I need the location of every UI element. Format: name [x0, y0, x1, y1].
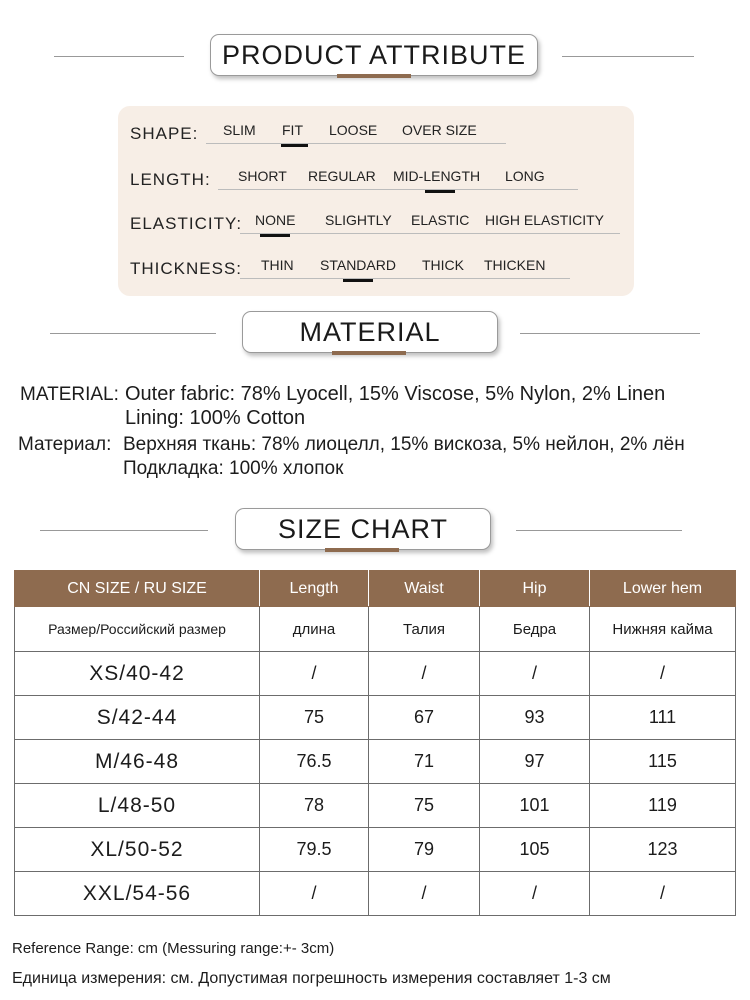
attribute-label: THICKNESS: [130, 259, 243, 278]
attribute-label: SHAPE: [130, 124, 199, 143]
attribute-row-elasticity [130, 204, 630, 240]
ru-header-lower-hem: Нижняя кайма [590, 607, 736, 652]
table-ru-header-row [15, 607, 736, 652]
attribute-underline [206, 143, 506, 144]
divider-left [54, 56, 184, 57]
attribute-underline [240, 278, 570, 279]
attribute-row-shape [130, 114, 630, 150]
header-waist: Waist [369, 571, 480, 607]
attribute-row-length [130, 160, 630, 196]
hip-cell: 97 [480, 740, 590, 784]
ru-header-length: длина [260, 607, 369, 652]
waist-cell: / [369, 872, 480, 916]
section-title: MATERIAL [242, 311, 498, 353]
attribute-option-selected: STANDARD [320, 257, 396, 273]
table-row [15, 696, 736, 740]
ru-header-waist: Талия [369, 607, 480, 652]
material-label-en: MATERIAL: [20, 384, 119, 405]
attribute-option-selected: FIT [282, 122, 303, 138]
attribute-row-thickness [130, 249, 630, 285]
attribute-option: LOOSE [329, 122, 378, 138]
length-cell: / [260, 872, 369, 916]
product-attribute-heading [0, 34, 750, 80]
length-cell: 76.5 [260, 740, 369, 784]
attribute-label: ELASTICITY: [130, 214, 243, 233]
attribute-option: SHORT [238, 168, 287, 184]
size-cell: S/42-44 [15, 696, 260, 740]
selected-marker [260, 234, 290, 237]
attribute-option: THICK [422, 257, 464, 273]
header-length: Length [260, 571, 369, 607]
size-chart-table [14, 570, 736, 916]
size-cell: XS/40-42 [15, 652, 260, 696]
size-cell: L/48-50 [15, 784, 260, 828]
attribute-option: HIGH ELASTICITY [485, 212, 605, 228]
attribute-option: ELASTIC [411, 212, 470, 228]
title-accent [332, 351, 406, 355]
title-accent [325, 548, 399, 552]
material-lining-en: Lining: 100% Cotton [125, 407, 306, 429]
table-row [15, 740, 736, 784]
divider-right [562, 56, 694, 57]
selected-marker [281, 144, 308, 147]
waist-cell: 67 [369, 696, 480, 740]
material-outer-ru: Верхняя ткань: 78% лиоцелл, 15% вискоза, 5% нейлон, 2% лён [123, 434, 685, 455]
attribute-option: SLIGHTLY [325, 212, 392, 228]
lower-hem-cell: / [590, 652, 736, 696]
attribute-panel [118, 106, 634, 296]
attribute-option: THIN [261, 257, 294, 273]
lower-hem-cell: 115 [590, 740, 736, 784]
section-title: PRODUCT ATTRIBUTE [210, 34, 538, 76]
attribute-option: SLIM [223, 122, 256, 138]
header-hip: Hip [480, 571, 590, 607]
attribute-label: LENGTH: [130, 170, 211, 189]
size-cell: M/46-48 [15, 740, 260, 784]
hip-cell: / [480, 652, 590, 696]
selected-marker [343, 279, 373, 282]
attribute-underline [240, 233, 620, 234]
ru-header-hip: Бедра [480, 607, 590, 652]
divider-right [520, 333, 700, 334]
selected-marker [425, 190, 455, 193]
table-row [15, 652, 736, 696]
attribute-option: THICKEN [484, 257, 546, 273]
hip-cell: / [480, 872, 590, 916]
material-label-ru: Материал: [18, 434, 112, 455]
hip-cell: 105 [480, 828, 590, 872]
waist-cell: 71 [369, 740, 480, 784]
material-heading [0, 311, 750, 357]
waist-cell: 79 [369, 828, 480, 872]
attribute-option-selected: MID-LENGTH [393, 168, 481, 184]
header-lower-hem: Lower hem [590, 571, 736, 607]
size-cell: XXL/54-56 [15, 872, 260, 916]
attribute-option-selected: NONE [255, 212, 296, 228]
table-row [15, 828, 736, 872]
material-lining-ru: Подкладка: 100% хлопок [123, 458, 344, 479]
size-cell: XL/50-52 [15, 828, 260, 872]
lower-hem-cell: 123 [590, 828, 736, 872]
length-cell: 79.5 [260, 828, 369, 872]
title-accent [337, 74, 411, 78]
hip-cell: 101 [480, 784, 590, 828]
divider-left [50, 333, 216, 334]
lower-hem-cell: / [590, 872, 736, 916]
waist-cell: / [369, 652, 480, 696]
section-title: SIZE CHART [235, 508, 491, 550]
reference-note-ru: Единица измерения: см. Допустимая погрешность измерения составляет 1-3 см [12, 970, 611, 987]
attribute-option: OVER SIZE [402, 122, 477, 138]
table-row [15, 872, 736, 916]
attribute-option: REGULAR [308, 168, 376, 184]
length-cell: 78 [260, 784, 369, 828]
waist-cell: 75 [369, 784, 480, 828]
attribute-option: LONG [505, 168, 545, 184]
lower-hem-cell: 111 [590, 696, 736, 740]
header-size: CN SIZE / RU SIZE [15, 571, 260, 607]
table-header-row [15, 571, 736, 607]
table-row [15, 784, 736, 828]
divider-left [40, 530, 208, 531]
ru-header-size: Размер/Российский размер [15, 607, 260, 652]
lower-hem-cell: 119 [590, 784, 736, 828]
length-cell: / [260, 652, 369, 696]
material-outer-en: Outer fabric: 78% Lyocell, 15% Viscose, 5% Nylon, 2% Linen [125, 383, 666, 405]
length-cell: 75 [260, 696, 369, 740]
reference-note-en: Reference Range: cm (Messuring range:+- 3cm) [12, 940, 335, 957]
divider-right [516, 530, 682, 531]
hip-cell: 93 [480, 696, 590, 740]
attribute-underline [218, 189, 578, 190]
size-chart-heading [0, 508, 750, 554]
